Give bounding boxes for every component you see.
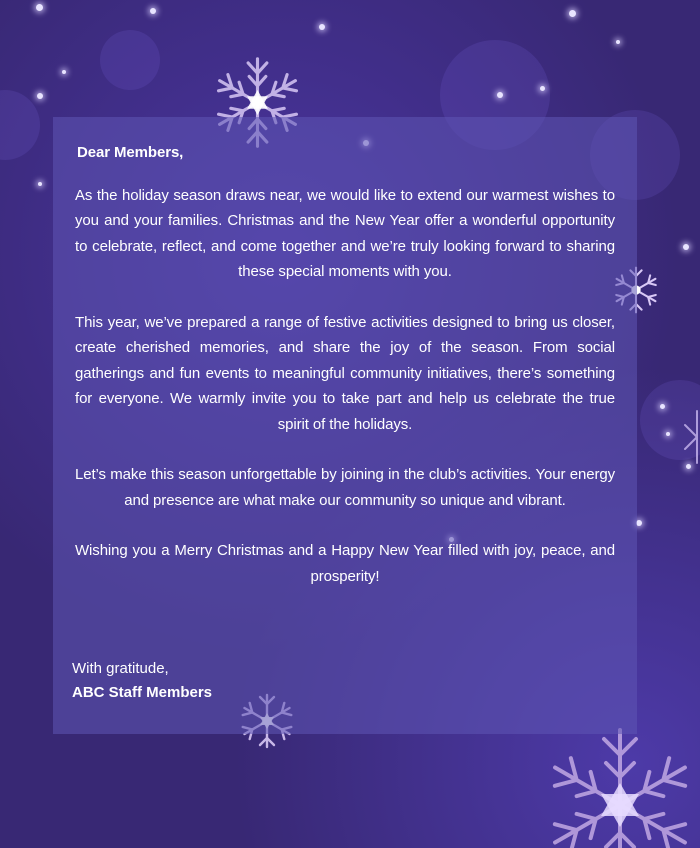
snowflake-icon: [682, 406, 700, 468]
letter-body: [75, 140, 615, 614]
sign-off: [72, 657, 212, 705]
paragraph: This year, we’ve prepared a range of festive activities designed to bring us closer, create cherished memories, and share the joy of the season. From social gatherings and fun events to meaningful community initiatives, there’s something for everyone. We warmly invite you to take part and help us celebrate the true spirit of the holidays.: [75, 313, 615, 433]
sparkle: [569, 10, 576, 17]
sparkle: [540, 86, 545, 91]
sparkle: [36, 4, 43, 11]
sparkle: [319, 24, 325, 30]
paragraph: As the holiday season draws near, we would like to extend our warmest wishes to you and your families. Christmas and the New Year offer a wonderful opportunity to celebrate, reflect, and come together and we’re truly looking forward to sharing these special moments with you.: [75, 186, 615, 280]
bokeh-light: [100, 30, 160, 90]
sparkle: [666, 432, 670, 436]
sparkle: [616, 40, 620, 44]
sparkle: [37, 93, 43, 99]
sparkle: [62, 70, 66, 74]
closing: With gratitude,: [72, 660, 169, 677]
sparkle: [38, 182, 42, 186]
sparkle: [150, 8, 156, 14]
paragraph: Wishing you a Merry Christmas and a Happy New Year filled with joy, peace, and prosperity!: [75, 542, 615, 585]
signature: ABC Staff Members: [72, 684, 213, 701]
salutation: Dear Members,: [77, 144, 184, 161]
snowflake-icon: [540, 725, 700, 848]
paragraph: Let’s make this season unforgettable by joining in the club’s activities. Your energy and presence are what make our community so unique and vibrant.: [75, 466, 615, 509]
sparkle: [683, 244, 689, 250]
sparkle: [660, 404, 665, 409]
sparkle: [497, 92, 503, 98]
